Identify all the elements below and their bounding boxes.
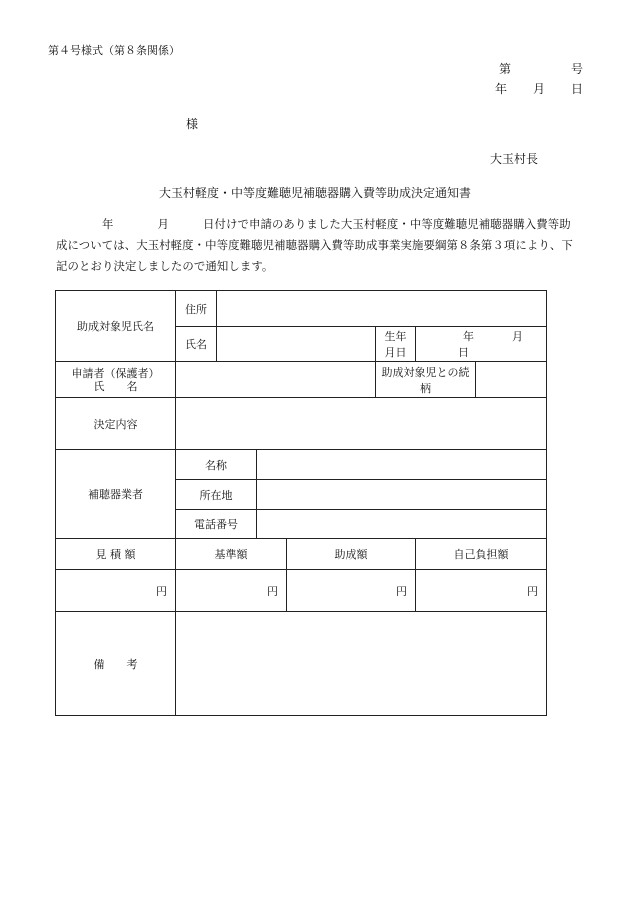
number-suffix: 号 [570, 62, 583, 76]
vendor-name-row [56, 450, 547, 480]
address-label: 住所 [176, 291, 217, 327]
amount-header-row [56, 539, 547, 570]
remarks-row [56, 612, 547, 716]
number-prefix: 第 [498, 62, 511, 76]
relation-label: 助成対象児との続柄 [376, 362, 476, 398]
standard-amount-label: 基準額 [176, 539, 287, 570]
relation-value[interactable] [476, 362, 547, 398]
vendor-name-value[interactable] [257, 450, 547, 480]
date-month: 月 [532, 82, 545, 96]
subsidy-amount-label: 助成額 [287, 539, 416, 570]
decision-row [56, 398, 547, 450]
estimate-value[interactable] [56, 570, 176, 612]
applicant-row [56, 362, 547, 398]
document-number-line [499, 60, 583, 77]
decision-value[interactable] [176, 398, 547, 450]
applicant-label [56, 362, 176, 398]
birth-month: 月 [512, 330, 523, 343]
birth-day: 日 [458, 346, 469, 359]
body-year: 年 [102, 217, 114, 231]
standard-amount-yen: 円 [267, 584, 278, 598]
name-value[interactable] [217, 327, 376, 362]
amount-value-row [56, 570, 547, 612]
self-pay-yen: 円 [527, 584, 539, 598]
birthdate-value[interactable] [416, 327, 547, 362]
applicant-label-line1: 申請者（保護者） [71, 366, 160, 380]
address-value[interactable] [217, 291, 547, 327]
birthdate-label: 生年月日 [376, 327, 416, 362]
remarks-value[interactable] [176, 612, 547, 716]
subsidy-amount-value[interactable] [287, 570, 416, 612]
notice-table [55, 290, 547, 716]
body-text: 日付けで申請のありました大玉村軽度・中等度難聴児補聴器購入費等助成については、大玉村軽度・中等度難聴児補聴器購入費等助成事業実施要綱第８条第３項により、下記のとおり決定しましたので通知します。 [56, 217, 573, 273]
standard-amount-value[interactable] [176, 570, 287, 612]
vendor-label: 補聴器業者 [56, 450, 176, 539]
vendor-name-label: 名称 [176, 450, 257, 480]
vendor-location-label: 所在地 [176, 480, 257, 510]
birth-year: 年 [463, 330, 474, 343]
vendor-phone-label: 電話番号 [176, 510, 257, 539]
issuer: 大玉村長 [489, 152, 538, 166]
subject-name-label: 助成対象児氏名 [56, 291, 176, 362]
form-number: 第４号様式（第８条関係） [48, 44, 180, 57]
subsidy-amount-yen: 円 [396, 584, 407, 598]
self-pay-value[interactable] [416, 570, 547, 612]
addressee-suffix: 様 [186, 117, 199, 131]
vendor-phone-value[interactable] [257, 510, 547, 539]
vendor-location-value[interactable] [257, 480, 547, 510]
document-date-line [495, 80, 583, 97]
name-label: 氏名 [176, 327, 217, 362]
body-month: 月 [157, 217, 169, 231]
self-pay-label: 自己負担額 [416, 539, 547, 570]
decision-label: 決定内容 [56, 398, 176, 450]
remarks-label: 備 考 [56, 612, 176, 716]
date-year: 年 [494, 82, 507, 96]
body-paragraph [56, 214, 580, 277]
applicant-value[interactable] [176, 362, 376, 398]
date-day: 日 [570, 82, 583, 96]
estimate-yen: 円 [156, 584, 167, 598]
document-title: 大玉村軽度・中等度難聴児補聴器購入費等助成決定通知書 [158, 186, 471, 200]
applicant-label-line2: 氏 名 [93, 379, 138, 393]
address-row [56, 291, 547, 327]
estimate-label: 見 積 額 [56, 539, 176, 570]
